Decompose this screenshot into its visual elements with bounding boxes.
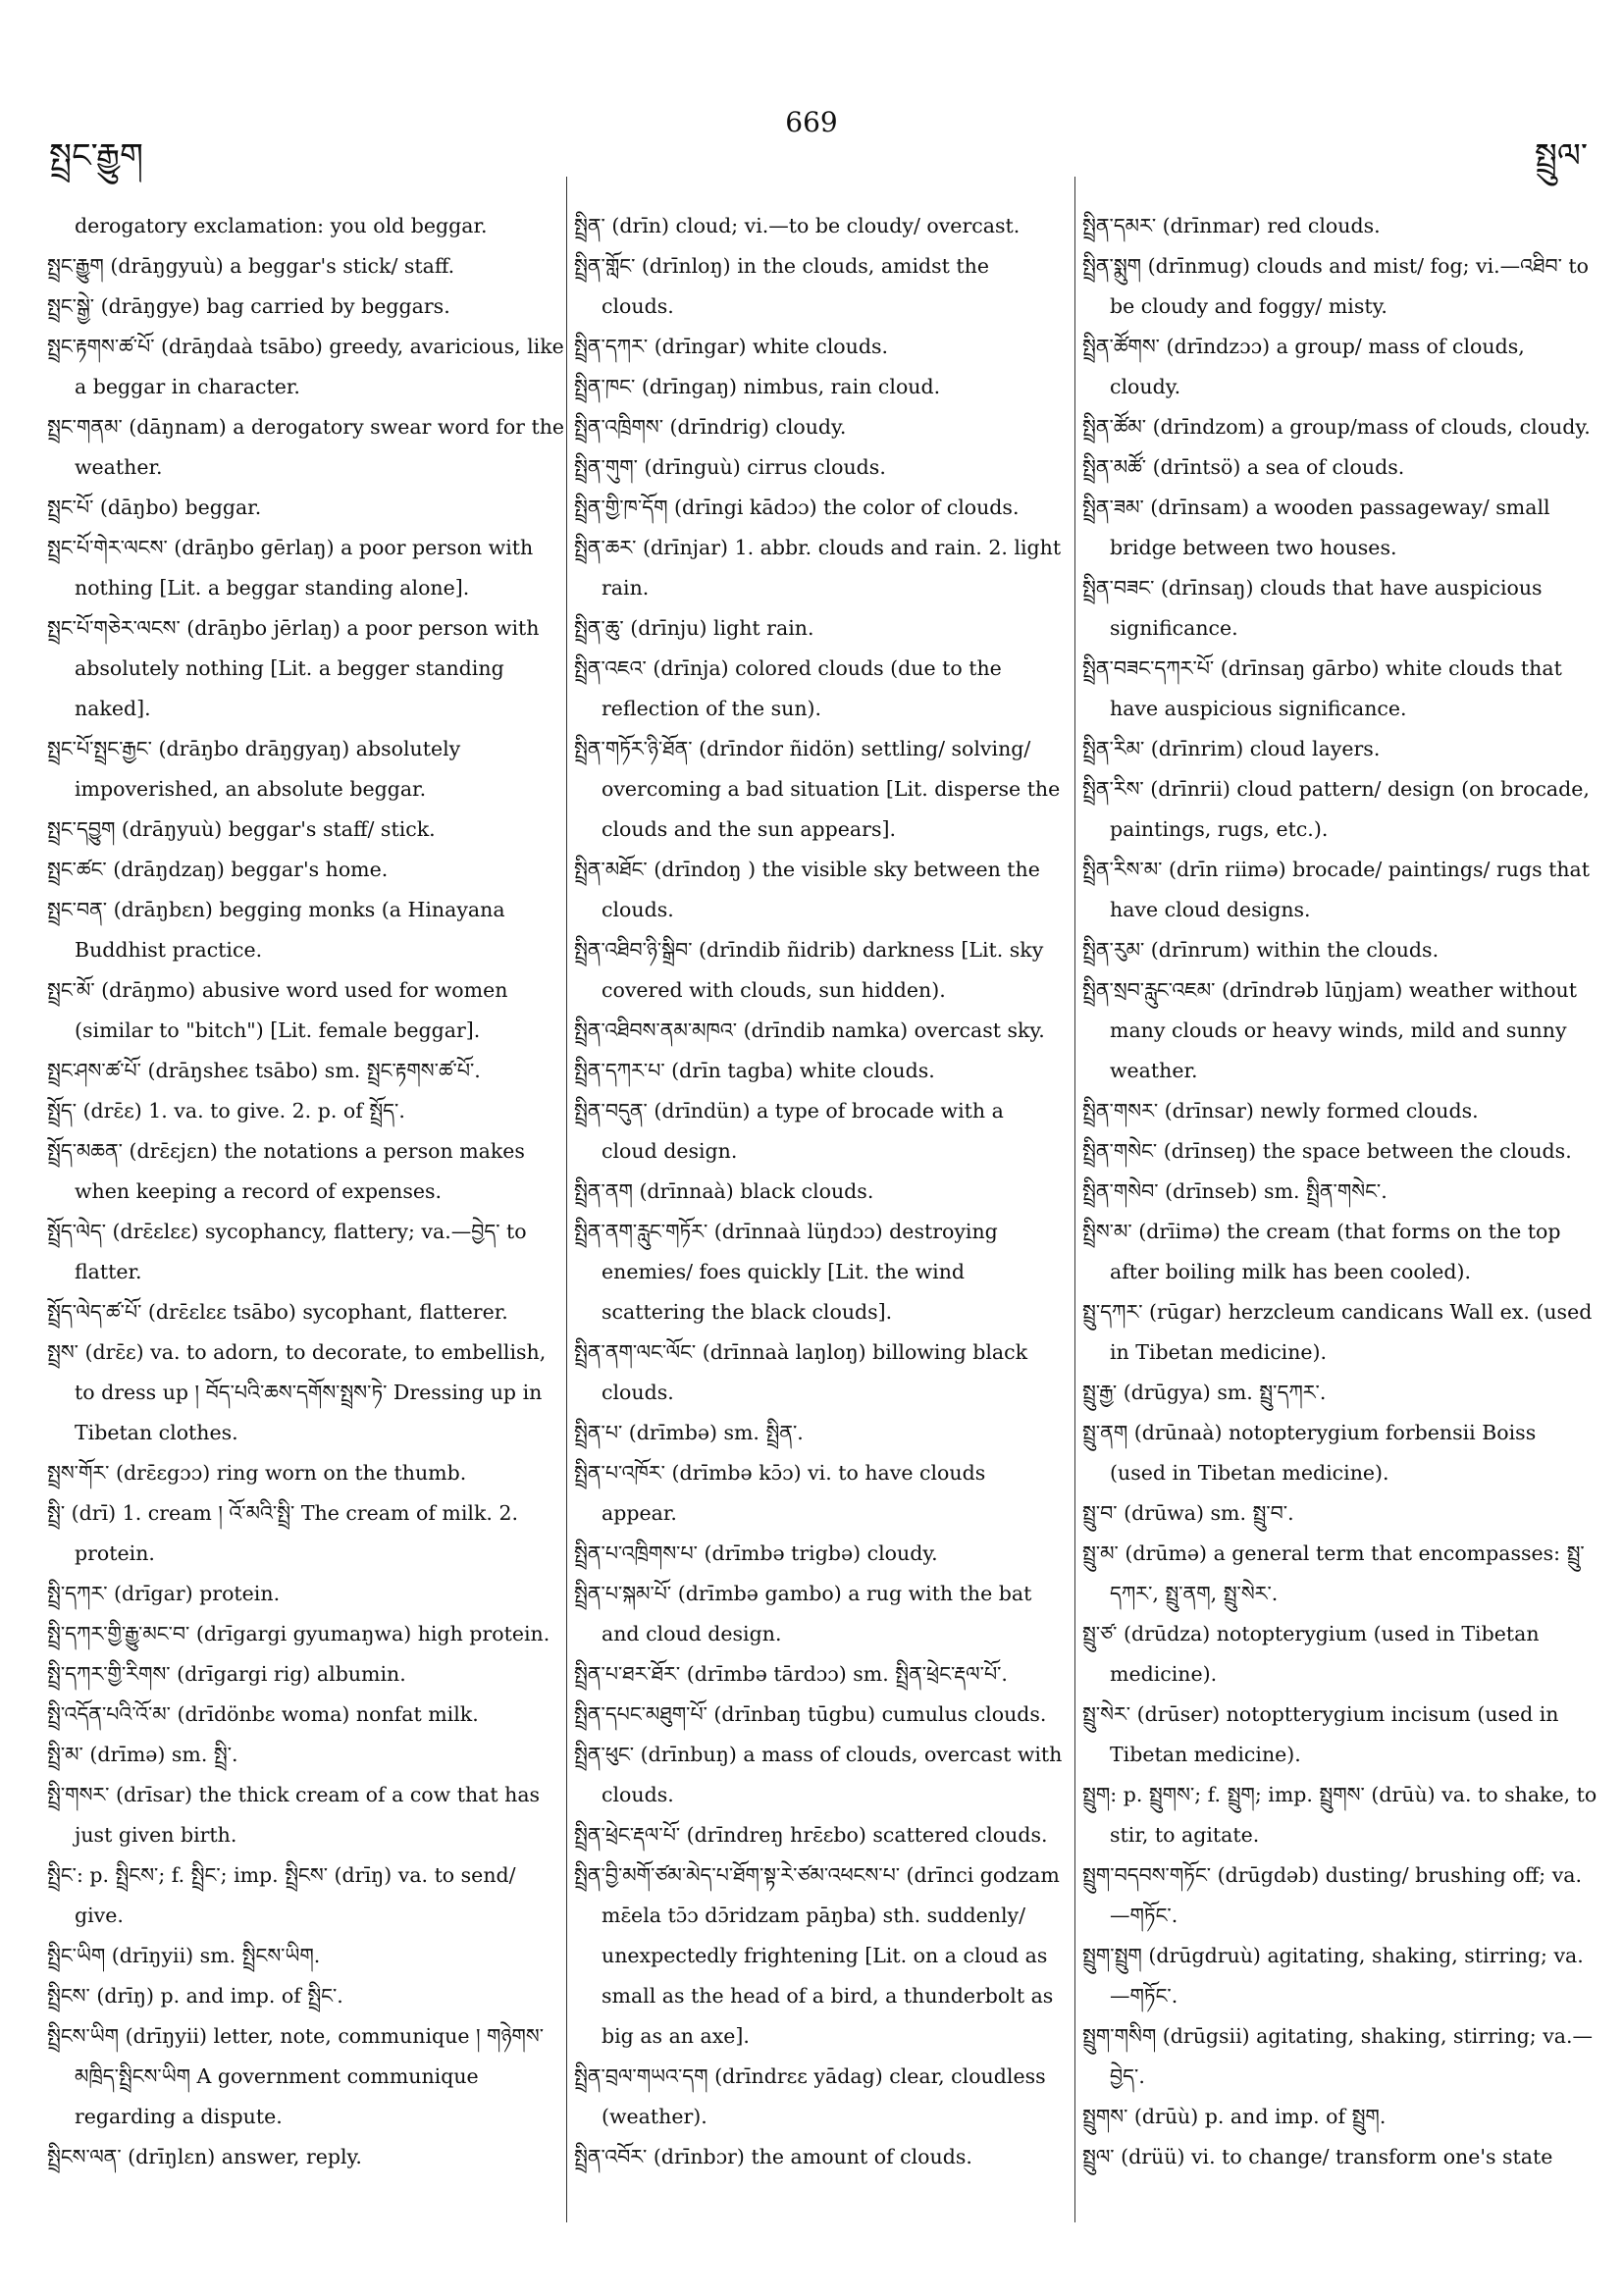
- dictionary-entry: སྤྲང་རྒྱུག (drāŋgyuù) a beggar's stick/ staff.: [47, 254, 455, 278]
- dictionary-column-1: [47, 206, 567, 2177]
- dictionary-entry: སྤྲི་དཀར་གྱི་རྒྱུ་མང་བ་ (drīgargi gyumaŋwa) high protein.: [47, 1622, 550, 1645]
- dictionary-entry: སྤྲིང་: p. སྤྲིངས་; f. སྤྲིང་; imp. སྤྲིངས་ (drīŋ) va. to send/ give.: [47, 1863, 516, 1927]
- dictionary-entry: སྤྲོད་ (drɛ̄ɛ) 1. va. to give. 2. p. of སྤྲོད་.: [47, 1099, 405, 1122]
- dictionary-entry: སྤྲིན་ཚོམ་ (drīndzom) a group/mass of clouds, cloudy.: [1082, 415, 1591, 439]
- dictionary-entry: སྤྲི་དཀར་ (drīgar) protein.: [47, 1582, 281, 1605]
- dictionary-entry: སྤྲིན་ཟམ་ (drīnsam) a wooden passageway/ small bridge between two houses.: [1082, 496, 1550, 559]
- dictionary-entry: སྤྲུ་ནག (drūnaà) notopterygium forbensii Boiss (used in Tibetan medicine).: [1082, 1421, 1537, 1485]
- dictionary-entry: སྤྲི་འདོན་པའི་འོ་མ་ (drīdönbɛ woma) nonfat milk.: [47, 1702, 479, 1726]
- dictionary-entry: སྤྲིན་སྨུག (drīnmug) clouds and mist/ fog; vi.—འཐིབ་ to be cloudy and foggy/ misty.: [1082, 254, 1590, 318]
- dictionary-entry: སྤྲིན་ཕྲེང་རྡལ་པོ་ (drīndreŋ hrɛ̄ɛbo) scattered clouds.: [574, 1823, 1048, 1847]
- dictionary-entry: སྤྲི་གསར་ (drīsar) the thick cream of a cow that has just given birth.: [47, 1783, 541, 1847]
- dictionary-entry: སྤྲིན་སྲབ་རླུང་འཇམ་ (drīndrəb lūŋjam) weather without many clouds or heavy winds, mild and sunny weather.: [1082, 978, 1577, 1082]
- dictionary-entry: སྤྲིན་ཕུང་ (drīnbuŋ) a mass of clouds, overcast with clouds.: [574, 1743, 1063, 1806]
- dictionary-entry: སྤྲང་སྒྱེ་ (drāŋgye) bag carried by beggars.: [47, 294, 450, 318]
- guide-word-left: སྤྲང་རྒྱུག: [49, 136, 143, 176]
- dictionary-entry: སྤྲོད་ལེད་ (drɛ̄ɛlɛɛ) sycophancy, flattery; va.—བྱེད་ to flatter.: [47, 1220, 527, 1283]
- dictionary-entry: སྤྲིན་ནག (drīnnaà) black clouds.: [574, 1179, 874, 1203]
- dictionary-entry: སྤྲིན་འབོར་ (drīnbɔr) the amount of clouds.: [574, 2145, 972, 2168]
- dictionary-entry: སྤྲོད་ལེད་ཚ་པོ་ (drɛ̄ɛlɛɛ tsābo) sycophant, flatterer.: [47, 1300, 508, 1324]
- dictionary-entry: སྤྲིན་ (drīn) cloud; vi.—to be cloudy/ overcast.: [574, 214, 1021, 237]
- dictionary-entry: སྤྲུག་སྤྲུག (drūgdruù) agitating, shaking, stirring; va.—གཏོང་.: [1082, 1944, 1584, 2008]
- guide-word-right: སྤྲུལ་: [1534, 136, 1588, 176]
- dictionary-entry: སྤྲང་པོ་གཅེར་ལངས་ (drāŋbo jērlaŋ) a poor person with absolutely nothing [Lit. a begger standing naked].: [47, 616, 540, 720]
- dictionary-entry: སྤྲུ་བ་ (drūwa) sm. སྤྲུ་བ་.: [1082, 1501, 1294, 1525]
- dictionary-entry: སྤྲིངས་ (drīŋ) p. and imp. of སྤྲིང་.: [47, 1984, 343, 2008]
- dictionary-entry: སྤྲིངས་ལན་ (drīŋlɛn) answer, reply.: [47, 2145, 362, 2168]
- dictionary-entry: སྤྲུ་རྒྱ་ (drūgya) sm. སྤྲུ་དཀར་.: [1082, 1381, 1327, 1404]
- dictionary-entry: སྤྲང་ཤས་ཚ་པོ་ (drāŋsheɛ tsābo) sm. སྤྲང་རྟགས་ཚ་པོ་.: [47, 1059, 481, 1082]
- dictionary-entry: སྤྲིན་བཟང་ (drīnsaŋ) clouds that have auspicious significance.: [1082, 576, 1543, 640]
- dictionary-column-3: [1082, 206, 1597, 2177]
- dictionary-entry: སྤྲིན་འཐིབས་ནམ་མཁའ་ (drīndib namka) overcast sky.: [574, 1018, 1045, 1042]
- dictionary-entry: སྤྲུ་དཀར་ (rūgar) herzcleum candicans Wall ex. (used in Tibetan medicine).: [1082, 1300, 1593, 1364]
- dictionary-entry: སྤྲིན་བྱི་མགོ་ཙམ་མེད་པ་ཐོག་སྟ་རེ་ཙམ་འཕངས་པ་ (drīnci godzam mɛ̄ela tɔ̄ɔ dɔ̄ridzam pāŋba) sth. suddenly/ unexpectedly frightening [Lit. on a cloud as small as the head of a bird, a thunderbolt as big as an axe].: [574, 1863, 1060, 2048]
- column-divider-2: [1074, 177, 1075, 2222]
- dictionary-entry: སྤྲིན་གསེང་ (drīnseŋ) the space between the clouds.: [1082, 1139, 1572, 1163]
- dictionary-entry: སྤྲིན་འཇའ་ (drīnja) colored clouds (due to the reflection of the sun).: [574, 656, 1002, 720]
- dictionary-entry: སྤྲིན་རིམ་ (drīnrim) cloud layers.: [1082, 737, 1381, 760]
- dictionary-entry: སྤྲིན་བདུན་ (drīndün) a type of brocade with a cloud design.: [574, 1099, 1004, 1163]
- dictionary-entry: སྤྲིན་ཆར་ (drīnjar) 1. abbr. clouds and rain. 2. light rain.: [574, 536, 1062, 600]
- dictionary-entry: སྤྲིན་རིས་ (drīnrii) cloud pattern/ design (on brocade, paintings, rugs, etc.).: [1082, 777, 1590, 841]
- dictionary-entry: སྤྲང་ཚང་ (drāŋdzaŋ) beggar's home.: [47, 858, 389, 881]
- dictionary-entry: སྤྲིན་ཁང་ (drīngaŋ) nimbus, rain cloud.: [574, 375, 941, 398]
- dictionary-entry: སྤྲིན་རིས་མ་ (drīn riimə) brocade/ paintings/ rugs that have cloud designs.: [1082, 858, 1591, 921]
- dictionary-entry: སྤྲིན་པ་ཐར་ཐོར་ (drīmbə tārdɔɔ) sm. སྤྲིན་ཕྲེང་རྡལ་པོ་.: [574, 1662, 1008, 1686]
- dictionary-entry: སྤྲིན་པ་སྐམ་པོ་ (drīmbə gambo) a rug with the bat and cloud design.: [574, 1582, 1032, 1645]
- dictionary-entry: སྤྲིན་ནག་ལང་ལོང་ (drīnnaà laŋloŋ) billowing black clouds.: [574, 1340, 1028, 1404]
- dictionary-entry: སྤྲིན་དཔང་མཐུག་པོ་ (drīnbaŋ tūgbu) cumulus clouds.: [574, 1702, 1047, 1726]
- dictionary-entry: སྤྲིན་གུག་ (drīnguù) cirrus clouds.: [574, 455, 886, 479]
- dictionary-entry: སྤྲིང་ཡིག (drīŋyii) sm. སྤྲིངས་ཡིག.: [47, 1944, 321, 1967]
- dictionary-entry: སྤྲིན་གཏོར་ཉི་ཐོན་ (drīndor ñidön) settling/ solving/ overcoming a bad situation [Lit. disperse the clouds and the sun appears].: [574, 737, 1061, 841]
- dictionary-entry: སྤྲང་པོ་ (dāŋbo) beggar.: [47, 496, 262, 519]
- dictionary-entry: སྤྲིན་དཀར་པ་ (drīn tagba) white clouds.: [574, 1059, 935, 1082]
- dictionary-entry: སྤྲིན་རུམ་ (drīnrum) within the clouds.: [1082, 938, 1440, 962]
- dictionary-entry: སྤྲིན་གསེབ་ (drīnseb) sm. སྤྲིན་གསེང་.: [1082, 1179, 1387, 1203]
- dictionary-entry: སྤྲང་གནམ་ (dāŋnam) a derogatory swear word for the weather.: [47, 415, 565, 479]
- dictionary-entry: སྤྲིན་གསར་ (drīnsar) newly formed clouds.: [1082, 1099, 1479, 1122]
- dictionary-entry: སྤྲིན་དམར་ (drīnmar) red clouds.: [1082, 214, 1381, 237]
- dictionary-entry: སྤྲང་པོ་སྤྲང་རྒྱང་ (drāŋbo drāŋgyaŋ) absolutely impoverished, an absolute beggar.: [47, 737, 461, 801]
- dictionary-entry: སྤྲི་མ་ (drīmə) sm. སྤྲི་.: [47, 1743, 238, 1766]
- dictionary-entry: སྤྲིན་པ་འཁྲིགས་པ་ (drīmbə trigbə) cloudy.: [574, 1541, 938, 1565]
- dictionary-entry: སྤྲུག: p. སྤྲུགས་; f. སྤྲུག; imp. སྤྲུགས་ (drūù) va. to shake, to stir, to agitate.: [1082, 1783, 1597, 1847]
- dictionary-entry: སྤྲས་ (drɛ̄ɛ) va. to adorn, to decorate, to embellish, to dress up ། བོད་པའི་ཆས་དགོས་སྤྲས་ཏེ་ Dressing up in Tibetan clothes.: [47, 1340, 547, 1444]
- dictionary-entry: derogatory exclamation: you old beggar.: [75, 214, 488, 237]
- dictionary-entry: སྤྲི་ (drī) 1. cream ། འོ་མའི་སྤྲི་ The cream of milk. 2. protein.: [47, 1501, 518, 1565]
- dictionary-entry: སྤྲིན་ནག་རླུང་གཏོར་ (drīnnaà lüŋdɔɔ) destroying enemies/ foes quickly [Lit. the wind scattering the black clouds].: [574, 1220, 998, 1324]
- dictionary-entry: སྤྲུ་སེར་ (drūser) notoptterygium incisum (used in Tibetan medicine).: [1082, 1702, 1559, 1766]
- dictionary-entry: སྤྲིན་པ་ (drīmbə) sm. སྤྲིན་.: [574, 1421, 804, 1444]
- dictionary-entry: སྤྲིན་མཚོ་ (drīntsö) a sea of clouds.: [1082, 455, 1405, 479]
- dictionary-entry: སྤྲང་མོ་ (drāŋmo) abusive word used for women (similar to "bitch") [Lit. female beggar].: [47, 978, 508, 1042]
- dictionary-entry: སྤྲོད་མཆན་ (drɛ̄ɛjɛn) the notations a person makes when keeping a record of expenses.: [47, 1139, 525, 1203]
- dictionary-entry: སྤྲུག་གསིག (drūgsii) agitating, shaking, stirring; va.—བྱེད་.: [1082, 2024, 1594, 2088]
- dictionary-entry: སྤྲིན་པ་འཁོར་ (drīmbə kɔ̄ɔ) vi. to have clouds appear.: [574, 1461, 986, 1525]
- dictionary-entry: སྤྲིངས་ཡིག (drīŋyii) letter, note, communique ། གཉེགས་མཁྲིད་སྤྲིངས་ཡིག A government communique regarding a dispute.: [47, 2024, 545, 2128]
- dictionary-entry: སྤྲིན་གློང་ (drīnloŋ) in the clouds, amidst the clouds.: [574, 254, 990, 318]
- dictionary-entry: སྤྲི་དཀར་གྱི་རིགས་ (drīgargi rig) albumin.: [47, 1662, 406, 1686]
- dictionary-entry: སྤྲིན་ཆུ་ (drīnju) light rain.: [574, 616, 814, 640]
- dictionary-entry: སྤྲུགས་ (drūù) p. and imp. of སྤྲུག.: [1082, 2105, 1387, 2128]
- dictionary-entry: སྤྲང་དབྱུག (drāŋyuù) beggar's staff/ stick.: [47, 817, 436, 841]
- dictionary-entry: སྤྲིན་འཁྲིགས་ (drīndrig) cloudy.: [574, 415, 847, 439]
- dictionary-entry: སྤྲས་གོར་ (drɛ̄ɛgɔɔ) ring worn on the thumb.: [47, 1461, 467, 1485]
- dictionary-entry: སྤྲིན་དཀར་ (drīngar) white clouds.: [574, 335, 888, 358]
- dictionary-entry: སྤྲིས་མ་ (drīimə) the cream (that forms on the top after boiling milk has been cooled).: [1082, 1220, 1561, 1283]
- dictionary-entry: སྤྲང་བན་ (drāŋbɛn) begging monks (a Hinayana Buddhist practice.: [47, 898, 505, 962]
- dictionary-entry: སྤྲུལ་ (drüü) vi. to change/ transform one's state: [1082, 2145, 1553, 2168]
- dictionary-entry: སྤྲུ་ཙ་ (drūdza) notopterygium (used in Tibetan medicine).: [1082, 1622, 1540, 1686]
- dictionary-column-2: [574, 206, 1065, 2177]
- dictionary-entry: སྤྲང་པོ་གེར་ལངས་ (drāŋbo gērlaŋ) a poor person with nothing [Lit. a beggar standing alone].: [47, 536, 534, 600]
- dictionary-entry: སྤྲིན་བྲལ་གཡའ་དག (drīndrɛɛ yādag) clear, cloudless (weather).: [574, 2064, 1046, 2128]
- dictionary-entry: སྤྲིན་གྱི་ཁ་དོག (drīngi kādɔɔ) the color of clouds.: [574, 496, 1020, 519]
- dictionary-entry: སྤྲིན་འཐིབ་ཉི་སྒྲིབ་ (drīndib ñidrib) darkness [Lit. sky covered with clouds, sun hidden).: [574, 938, 1044, 1002]
- page-number: 669: [785, 106, 838, 138]
- dictionary-entry: སྤྲིན་བཟང་དཀར་པོ་ (drīnsaŋ gārbo) white clouds that have auspicious significance.: [1082, 656, 1562, 720]
- dictionary-entry: སྤྲིན་མཐོང་ (drīndoŋ ) the visible sky between the clouds.: [574, 858, 1040, 921]
- dictionary-entry: སྤྲང་རྟགས་ཚ་པོ་ (drāŋdaà tsābo) greedy, avaricious, like a beggar in character.: [47, 335, 564, 398]
- dictionary-entry: སྤྲིན་ཚོགས་ (drīndzɔɔ) a group/ mass of clouds, cloudy.: [1082, 335, 1525, 398]
- dictionary-entry: སྤྲུ་མ་ (drūmə) a general term that encompasses: སྤྲུ་དཀར་, སྤྲུ་ནག, སྤྲུ་སེར་.: [1082, 1541, 1585, 1605]
- dictionary-entry: སྤྲུག་བདབས་གཏོང་ (drūgdəb) dusting/ brushing off; va.—གཏོང་.: [1082, 1863, 1583, 1927]
